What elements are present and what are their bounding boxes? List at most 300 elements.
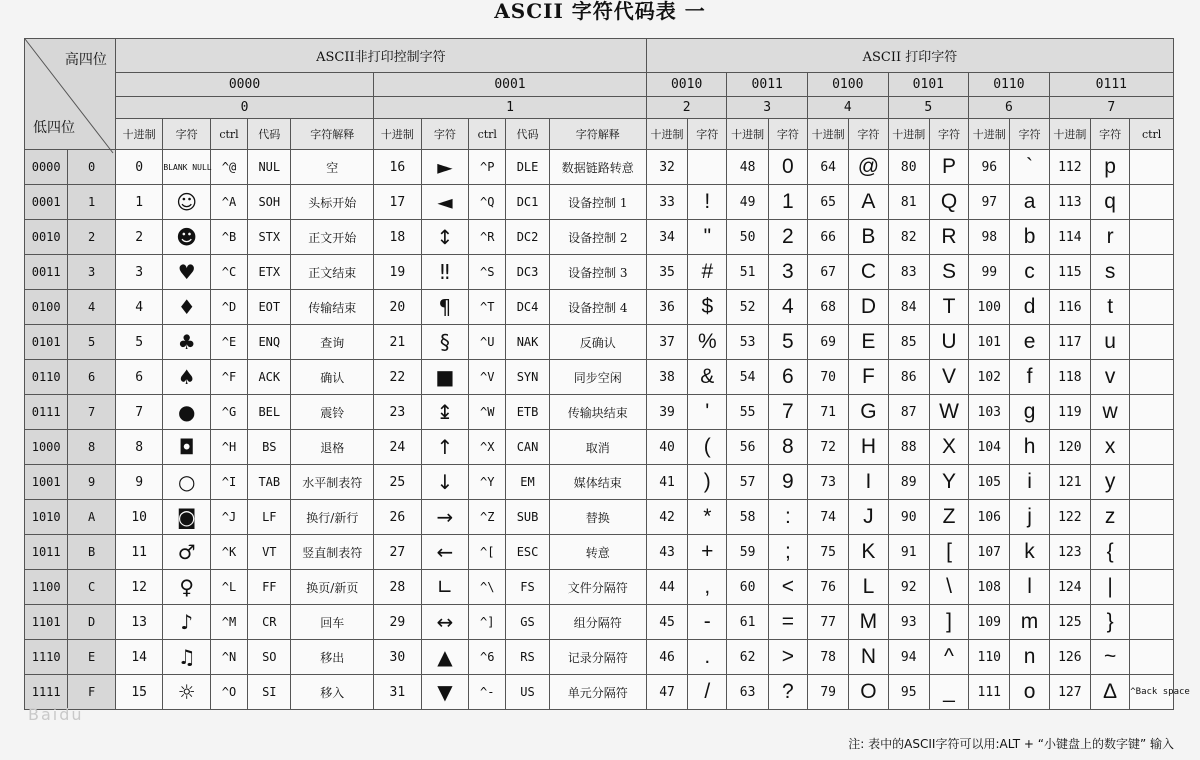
ctrl-cell: ^] [469,605,506,640]
dec-cell: 95 [888,675,929,710]
symbol-cell: ♦ [163,290,211,325]
ctrl-cell: ^T [469,290,506,325]
symbol-cell: ← [421,535,469,570]
char-cell: K [849,535,888,570]
dec-cell: 28 [374,570,422,605]
desc-cell: 移出 [291,640,374,675]
dec-cell: 83 [888,255,929,290]
row-bin: 1101 [25,605,68,640]
code-cell: FF [248,570,291,605]
dec-cell: 85 [888,325,929,360]
dec-cell: 123 [1049,535,1090,570]
group-bin-6: 0110 [969,73,1050,97]
char-cell: . [688,640,727,675]
row-hex: 9 [68,465,116,500]
dec-cell: 113 [1049,185,1090,220]
group-hex-3: 3 [727,97,808,119]
ctrl-cell: ^@ [210,150,247,185]
desc-cell: 记录分隔符 [549,640,646,675]
code-cell: CAN [506,430,549,465]
row-bin: 1111 [25,675,68,710]
desc-cell: 查询 [291,325,374,360]
symbol-cell: ♫ [163,640,211,675]
desc-cell: 替换 [549,500,646,535]
dec-cell: 39 [646,395,687,430]
code-cell: BEL [248,395,291,430]
ctrl-cell: ^M [210,605,247,640]
dec-cell: 55 [727,395,768,430]
row-bin: 1011 [25,535,68,570]
dec-cell: 5 [115,325,163,360]
symbol-cell: ♂ [163,535,211,570]
ctrl-cell [1130,150,1174,185]
dec-cell: 26 [374,500,422,535]
char-cell: 0 [768,150,807,185]
row-hex: A [68,500,116,535]
code-cell: SI [248,675,291,710]
char-cell: V [929,360,968,395]
char-cell: & [688,360,727,395]
col-header-code: 代码 [248,119,291,150]
row-bin: 0100 [25,290,68,325]
dec-cell: 91 [888,535,929,570]
dec-cell: 103 [969,395,1010,430]
dec-cell: 50 [727,220,768,255]
code-cell: DC2 [506,220,549,255]
char-cell: w [1090,395,1129,430]
table-row [25,220,1174,255]
char-cell: B [849,220,888,255]
col-header-desc: 字符解释 [549,119,646,150]
char-cell: " [688,220,727,255]
char-cell: ; [768,535,807,570]
desc-cell: 竖直制表符 [291,535,374,570]
ctrl-cell [1130,465,1174,500]
desc-cell: 回车 [291,605,374,640]
char-cell: q [1090,185,1129,220]
row-bin: 0001 [25,185,68,220]
dec-cell: 40 [646,430,687,465]
symbol-cell: ♠ [163,360,211,395]
code-cell: LF [248,500,291,535]
ctrl-cell: ^U [469,325,506,360]
dec-cell: 70 [807,360,848,395]
ctrl-cell [1130,535,1174,570]
ctrl-cell [1130,255,1174,290]
char-cell: e [1010,325,1049,360]
desc-cell: 文件分隔符 [549,570,646,605]
row-hex: E [68,640,116,675]
row-hex: C [68,570,116,605]
code-cell: DC4 [506,290,549,325]
code-cell: NAK [506,325,549,360]
col-header-dec: 十进制 [646,119,687,150]
ctrl-cell: ^J [210,500,247,535]
ctrl-cell: ^X [469,430,506,465]
char-cell: } [1090,605,1129,640]
dec-cell: 101 [969,325,1010,360]
dec-cell: 87 [888,395,929,430]
desc-cell: 转意 [549,535,646,570]
code-cell: ESC [506,535,549,570]
char-cell: D [849,290,888,325]
char-cell: ( [688,430,727,465]
char-cell: j [1010,500,1049,535]
ctrl-cell: ^P [469,150,506,185]
col-header-chr: 字符 [849,119,888,150]
symbol-cell: ↓ [421,465,469,500]
col-header-chr: 字符 [421,119,469,150]
row-hex: 7 [68,395,116,430]
code-cell: US [506,675,549,710]
char-cell: 9 [768,465,807,500]
char-cell: 4 [768,290,807,325]
char-cell: u [1090,325,1129,360]
ctrl-cell: ^I [210,465,247,500]
char-cell: * [688,500,727,535]
char-cell: Z [929,500,968,535]
row-bin: 1001 [25,465,68,500]
dec-cell: 31 [374,675,422,710]
row-bin: 0010 [25,220,68,255]
dec-cell: 119 [1049,395,1090,430]
dec-cell: 74 [807,500,848,535]
char-cell: k [1010,535,1049,570]
char-cell: 3 [768,255,807,290]
char-cell: ` [1010,150,1049,185]
dec-cell: 0 [115,150,163,185]
dec-cell: 4 [115,290,163,325]
col-header-chr: 字符 [1090,119,1129,150]
col-header-dec: 十进制 [969,119,1010,150]
char-cell: Y [929,465,968,500]
ascii-table-wrapper [24,38,1190,710]
symbol-cell: ► [421,150,469,185]
row-hex: B [68,535,116,570]
dec-cell: 2 [115,220,163,255]
symbol-cell: ‼ [421,255,469,290]
code-cell: EOT [248,290,291,325]
desc-cell: 确认 [291,360,374,395]
dec-cell: 16 [374,150,422,185]
dec-cell: 20 [374,290,422,325]
dec-cell: 89 [888,465,929,500]
dec-cell: 121 [1049,465,1090,500]
ctrl-cell [1130,395,1174,430]
char-cell: n [1010,640,1049,675]
watermark: Baidu [28,705,84,724]
dec-cell: 36 [646,290,687,325]
code-cell: ETX [248,255,291,290]
char-cell: R [929,220,968,255]
char-cell: 2 [768,220,807,255]
code-cell: NUL [248,150,291,185]
code-cell: VT [248,535,291,570]
symbol-cell: ▼ [421,675,469,710]
char-cell: G [849,395,888,430]
char-cell: - [688,605,727,640]
dec-cell: 62 [727,640,768,675]
code-cell: EM [506,465,549,500]
ctrl-cell [1130,430,1174,465]
char-cell: = [768,605,807,640]
group-hex-5: 5 [888,97,969,119]
dec-cell: 122 [1049,500,1090,535]
dec-cell: 52 [727,290,768,325]
group-hex-1: 1 [374,97,647,119]
desc-cell: 退格 [291,430,374,465]
desc-cell: 设备控制 1 [549,185,646,220]
dec-cell: 117 [1049,325,1090,360]
row-bin: 0011 [25,255,68,290]
dec-cell: 109 [969,605,1010,640]
dec-cell: 67 [807,255,848,290]
group-hex-6: 6 [969,97,1050,119]
char-cell: b [1010,220,1049,255]
dec-cell: 82 [888,220,929,255]
table-row [25,570,1174,605]
row-bin: 0110 [25,360,68,395]
ctrl-cell [1130,290,1174,325]
desc-cell: 空 [291,150,374,185]
col-header-chr: 字符 [929,119,968,150]
table-row [25,640,1174,675]
char-cell: t [1090,290,1129,325]
char-cell: h [1010,430,1049,465]
char-cell: c [1010,255,1049,290]
group-bin-2: 0010 [646,73,727,97]
desc-cell: 换行/新行 [291,500,374,535]
desc-cell: 数据链路转意 [549,150,646,185]
dec-cell: 98 [969,220,1010,255]
group-hex-7: 7 [1049,97,1173,119]
dec-cell: 21 [374,325,422,360]
dec-cell: 107 [969,535,1010,570]
dec-cell: 18 [374,220,422,255]
table-row [25,605,1174,640]
symbol-cell: ↨ [421,395,469,430]
char-cell: f [1010,360,1049,395]
row-bin: 1100 [25,570,68,605]
char-cell: ? [768,675,807,710]
char-cell: > [768,640,807,675]
code-cell: SO [248,640,291,675]
char-cell: L [849,570,888,605]
ctrl-cell: ^F [210,360,247,395]
dec-cell: 38 [646,360,687,395]
symbol-cell: ¶ [421,290,469,325]
dec-cell: 51 [727,255,768,290]
symbol-cell: ∟ [421,570,469,605]
desc-cell: 媒体结束 [549,465,646,500]
dec-cell: 1 [115,185,163,220]
char-cell: i [1010,465,1049,500]
dec-cell: 124 [1049,570,1090,605]
symbol-cell: ◙ [163,500,211,535]
symbol-cell: ♥ [163,255,211,290]
symbol-cell: ◘ [163,430,211,465]
dec-cell: 12 [115,570,163,605]
page-title: ASCII 字符代码表 一 [494,0,706,23]
col-header-dec: 十进制 [374,119,422,150]
group-bin-0: 0000 [115,73,373,97]
dec-cell: 19 [374,255,422,290]
desc-cell: 正文开始 [291,220,374,255]
char-cell: ∆ [1090,675,1129,710]
dec-cell: 48 [727,150,768,185]
desc-cell: 换页/新页 [291,570,374,605]
char-cell: a [1010,185,1049,220]
dec-cell: 47 [646,675,687,710]
dec-cell: 92 [888,570,929,605]
group-bin-5: 0101 [888,73,969,97]
dec-cell: 96 [969,150,1010,185]
dec-cell: 33 [646,185,687,220]
char-cell: \ [929,570,968,605]
symbol-cell: → [421,500,469,535]
row-hex: 1 [68,185,116,220]
dec-cell: 64 [807,150,848,185]
dec-cell: 24 [374,430,422,465]
char-cell: | [1090,570,1129,605]
dec-cell: 100 [969,290,1010,325]
row-bin: 0101 [25,325,68,360]
char-cell: v [1090,360,1129,395]
dec-cell: 114 [1049,220,1090,255]
code-cell: BS [248,430,291,465]
char-cell: 1 [768,185,807,220]
group-bin-3: 0011 [727,73,808,97]
nonprint-header: ASCII非打印控制字符 [115,39,646,73]
table-row [25,185,1174,220]
print-header: ASCII 打印字符 [646,39,1173,73]
ctrl-cell: ^Y [469,465,506,500]
dec-cell: 127 [1049,675,1090,710]
col-header-ctrl: ctrl [1130,119,1174,150]
dec-cell: 35 [646,255,687,290]
dec-cell: 86 [888,360,929,395]
dec-cell: 11 [115,535,163,570]
dec-cell: 68 [807,290,848,325]
desc-cell: 组分隔符 [549,605,646,640]
desc-cell: 水平制表符 [291,465,374,500]
dec-cell: 110 [969,640,1010,675]
char-cell: N [849,640,888,675]
desc-cell: 设备控制 4 [549,290,646,325]
table-row [25,465,1174,500]
dec-cell: 61 [727,605,768,640]
char-cell: 6 [768,360,807,395]
char-cell: ] [929,605,968,640]
symbol-cell: ↑ [421,430,469,465]
ctrl-cell: ^N [210,640,247,675]
desc-cell: 头标开始 [291,185,374,220]
col-header-dec: 十进制 [1049,119,1090,150]
backspace-ctrl-cell: ^Back space [1130,675,1174,710]
char-cell: M [849,605,888,640]
corner-label-low: 低四位 [33,120,75,136]
dec-cell: 17 [374,185,422,220]
desc-cell: 移入 [291,675,374,710]
dec-cell: 77 [807,605,848,640]
row-bin: 1010 [25,500,68,535]
dec-cell: 108 [969,570,1010,605]
char-cell: P [929,150,968,185]
dec-cell: 84 [888,290,929,325]
ctrl-cell: ^K [210,535,247,570]
char-cell: < [768,570,807,605]
dec-cell: 14 [115,640,163,675]
code-cell: DC3 [506,255,549,290]
ctrl-cell: ^L [210,570,247,605]
desc-cell: 传输块结束 [549,395,646,430]
symbol-cell: ☼ [163,675,211,710]
symbol-cell: § [421,325,469,360]
char-cell: ^ [929,640,968,675]
dec-cell: 71 [807,395,848,430]
col-header-chr: 字符 [163,119,211,150]
dec-cell: 59 [727,535,768,570]
char-cell: T [929,290,968,325]
col-header-dec: 十进制 [807,119,848,150]
char-cell: ! [688,185,727,220]
char-cell: , [688,570,727,605]
desc-cell: 反确认 [549,325,646,360]
row-bin: 0000 [25,150,68,185]
char-cell: 7 [768,395,807,430]
dec-cell: 104 [969,430,1010,465]
dec-cell: 3 [115,255,163,290]
dec-cell: 13 [115,605,163,640]
dec-cell: 120 [1049,430,1090,465]
desc-cell: 传输结束 [291,290,374,325]
desc-cell: 正文结束 [291,255,374,290]
char-cell: m [1010,605,1049,640]
dec-cell: 22 [374,360,422,395]
desc-cell: 设备控制 3 [549,255,646,290]
char-cell: o [1010,675,1049,710]
ctrl-cell [1130,185,1174,220]
ctrl-cell: ^\ [469,570,506,605]
dec-cell: 56 [727,430,768,465]
char-cell: S [929,255,968,290]
symbol-cell: BLANK NULL [163,150,211,185]
char-cell: _ [929,675,968,710]
ctrl-cell: ^6 [469,640,506,675]
dec-cell: 97 [969,185,1010,220]
dec-cell: 6 [115,360,163,395]
char-cell: @ [849,150,888,185]
table-row [25,325,1174,360]
row-hex: 3 [68,255,116,290]
row-hex: F [68,675,116,710]
dec-cell: 25 [374,465,422,500]
dec-cell: 63 [727,675,768,710]
symbol-cell: ♀ [163,570,211,605]
table-row [25,360,1174,395]
char-cell: : [768,500,807,535]
dec-cell: 73 [807,465,848,500]
symbol-cell: ◄ [421,185,469,220]
char-cell: r [1090,220,1129,255]
ctrl-cell: ^W [469,395,506,430]
char-cell: x [1090,430,1129,465]
char-cell: U [929,325,968,360]
ctrl-cell: ^- [469,675,506,710]
dec-cell: 79 [807,675,848,710]
dec-cell: 75 [807,535,848,570]
col-header-dec: 十进制 [727,119,768,150]
